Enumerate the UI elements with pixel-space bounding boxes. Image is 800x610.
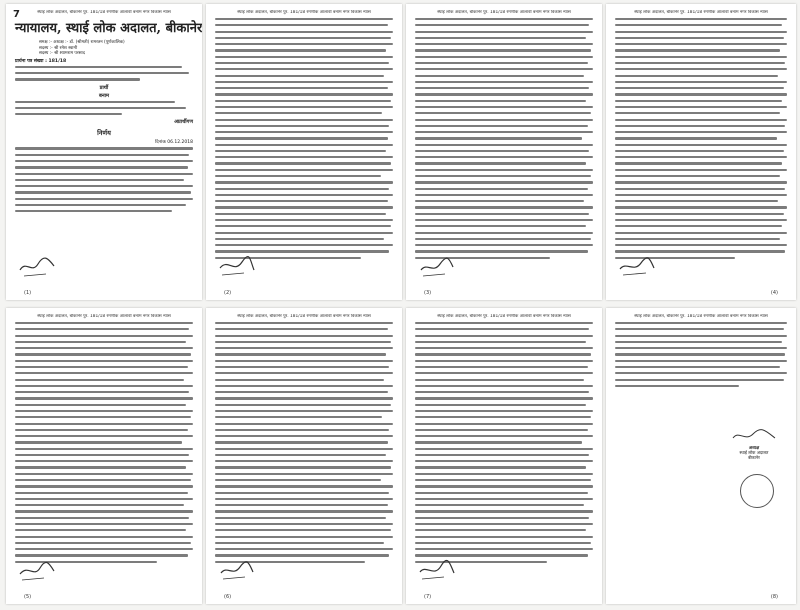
page-number: (5) [24,594,32,600]
page-corner-mark: 7 [13,9,20,20]
page-header: स्थाई लोक अदालत, बीकानेर पुर. 181/18 रमणीक आलावी बनाम नगर विकास न्यास [634,10,768,15]
closing-line: स्थाई लोक अदालत [739,450,769,455]
case-number: प्रार्थना पत्र संख्या : 181/18 [15,58,67,64]
document-page-2 [206,4,402,300]
document-page-7 [406,308,602,604]
page-header: स्थाई लोक अदालत, बीकानेर पुर. 181/18 रमणीक आलावी बनाम नगर विकास न्यास [237,314,371,319]
text-block [15,101,193,116]
document-page-1 [6,4,202,300]
judgment-date: दिनांक 06.12.2018 [155,140,193,146]
page-number: (1) [24,290,32,296]
page-header: स्थाई लोक अदालत, बीकानेर पुर. 181/18 रमणीक आलावी बनाम नगर विकास न्यास [37,314,171,319]
judgment-text-block [15,147,193,212]
text-block [215,18,393,259]
closing-signature-block [724,426,784,460]
text-block [215,322,393,563]
signature-stamp [16,544,58,586]
document-page-5 [6,308,202,604]
page-header: स्थाई लोक अदालत, बीकानेर पुर. 181/18 रमणीक आलावी बनाम नगर विकास न्यास [237,10,371,15]
signature-stamp [16,240,58,282]
respondent-label: बनाम [99,92,109,99]
page-number: (4) [770,290,778,296]
signature-stamp [416,544,458,586]
presiding-line: सदस्य :- श्री रमेश स्वामी [39,45,78,51]
judgment-title: निर्णय [97,129,111,138]
document-page-6 [206,308,402,604]
page-header: स्थाई लोक अदालत, बीकानेर पुर. 181/18 रमणीक आलावी बनाम नगर विकास न्यास [37,10,171,15]
signature-stamp [616,240,658,282]
text-block [415,322,593,563]
presiding-line: समक्ष :- अध्यक्ष :- डॉ. (श्रीमती) रामरतन (पूर्णकालिक) [39,40,125,45]
court-title: न्यायालय, स्थाई लोक अदालत, बीकानेर [15,21,202,36]
presiding-line: सदस्य :- श्री श्यामराम परसाद [39,51,85,57]
document-page-3 [406,4,602,300]
page-number: (6) [224,594,232,600]
text-block [615,18,787,259]
court-seal [740,474,774,508]
signature-stamp [216,240,258,282]
closing-title: अध्यक्ष [748,445,760,450]
signature-stamp [416,240,458,282]
text-block [15,322,193,563]
applicant-label: अप्रार्थीगण [174,119,193,126]
text-block [415,18,593,259]
document-page-8 [606,308,796,604]
text-block [615,322,787,387]
page-header: स्थाई लोक अदालत, बीकानेर पुर. 181/18 रमणीक आलावी बनाम नगर विकास न्यास [437,10,571,15]
page-number: (8) [770,594,778,600]
page-header: स्थाई लोक अदालत, बीकानेर पुर. 181/18 रमणीक आलावी बनाम नगर विकास न्यास [437,314,571,319]
closing-line: बीकानेर [748,455,760,460]
document-page-4 [606,4,796,300]
page-header: स्थाई लोक अदालत, बीकानेर पुर. 181/18 रमणीक आलावी बनाम नगर विकास न्यास [634,314,768,319]
page-number: (2) [224,290,232,296]
page-number: (3) [424,290,432,296]
signature-stamp [216,544,258,586]
judge-signature [729,426,779,444]
petitioner-label: प्रार्थी [99,84,109,91]
page-number: (7) [424,594,432,600]
text-block [15,66,193,81]
